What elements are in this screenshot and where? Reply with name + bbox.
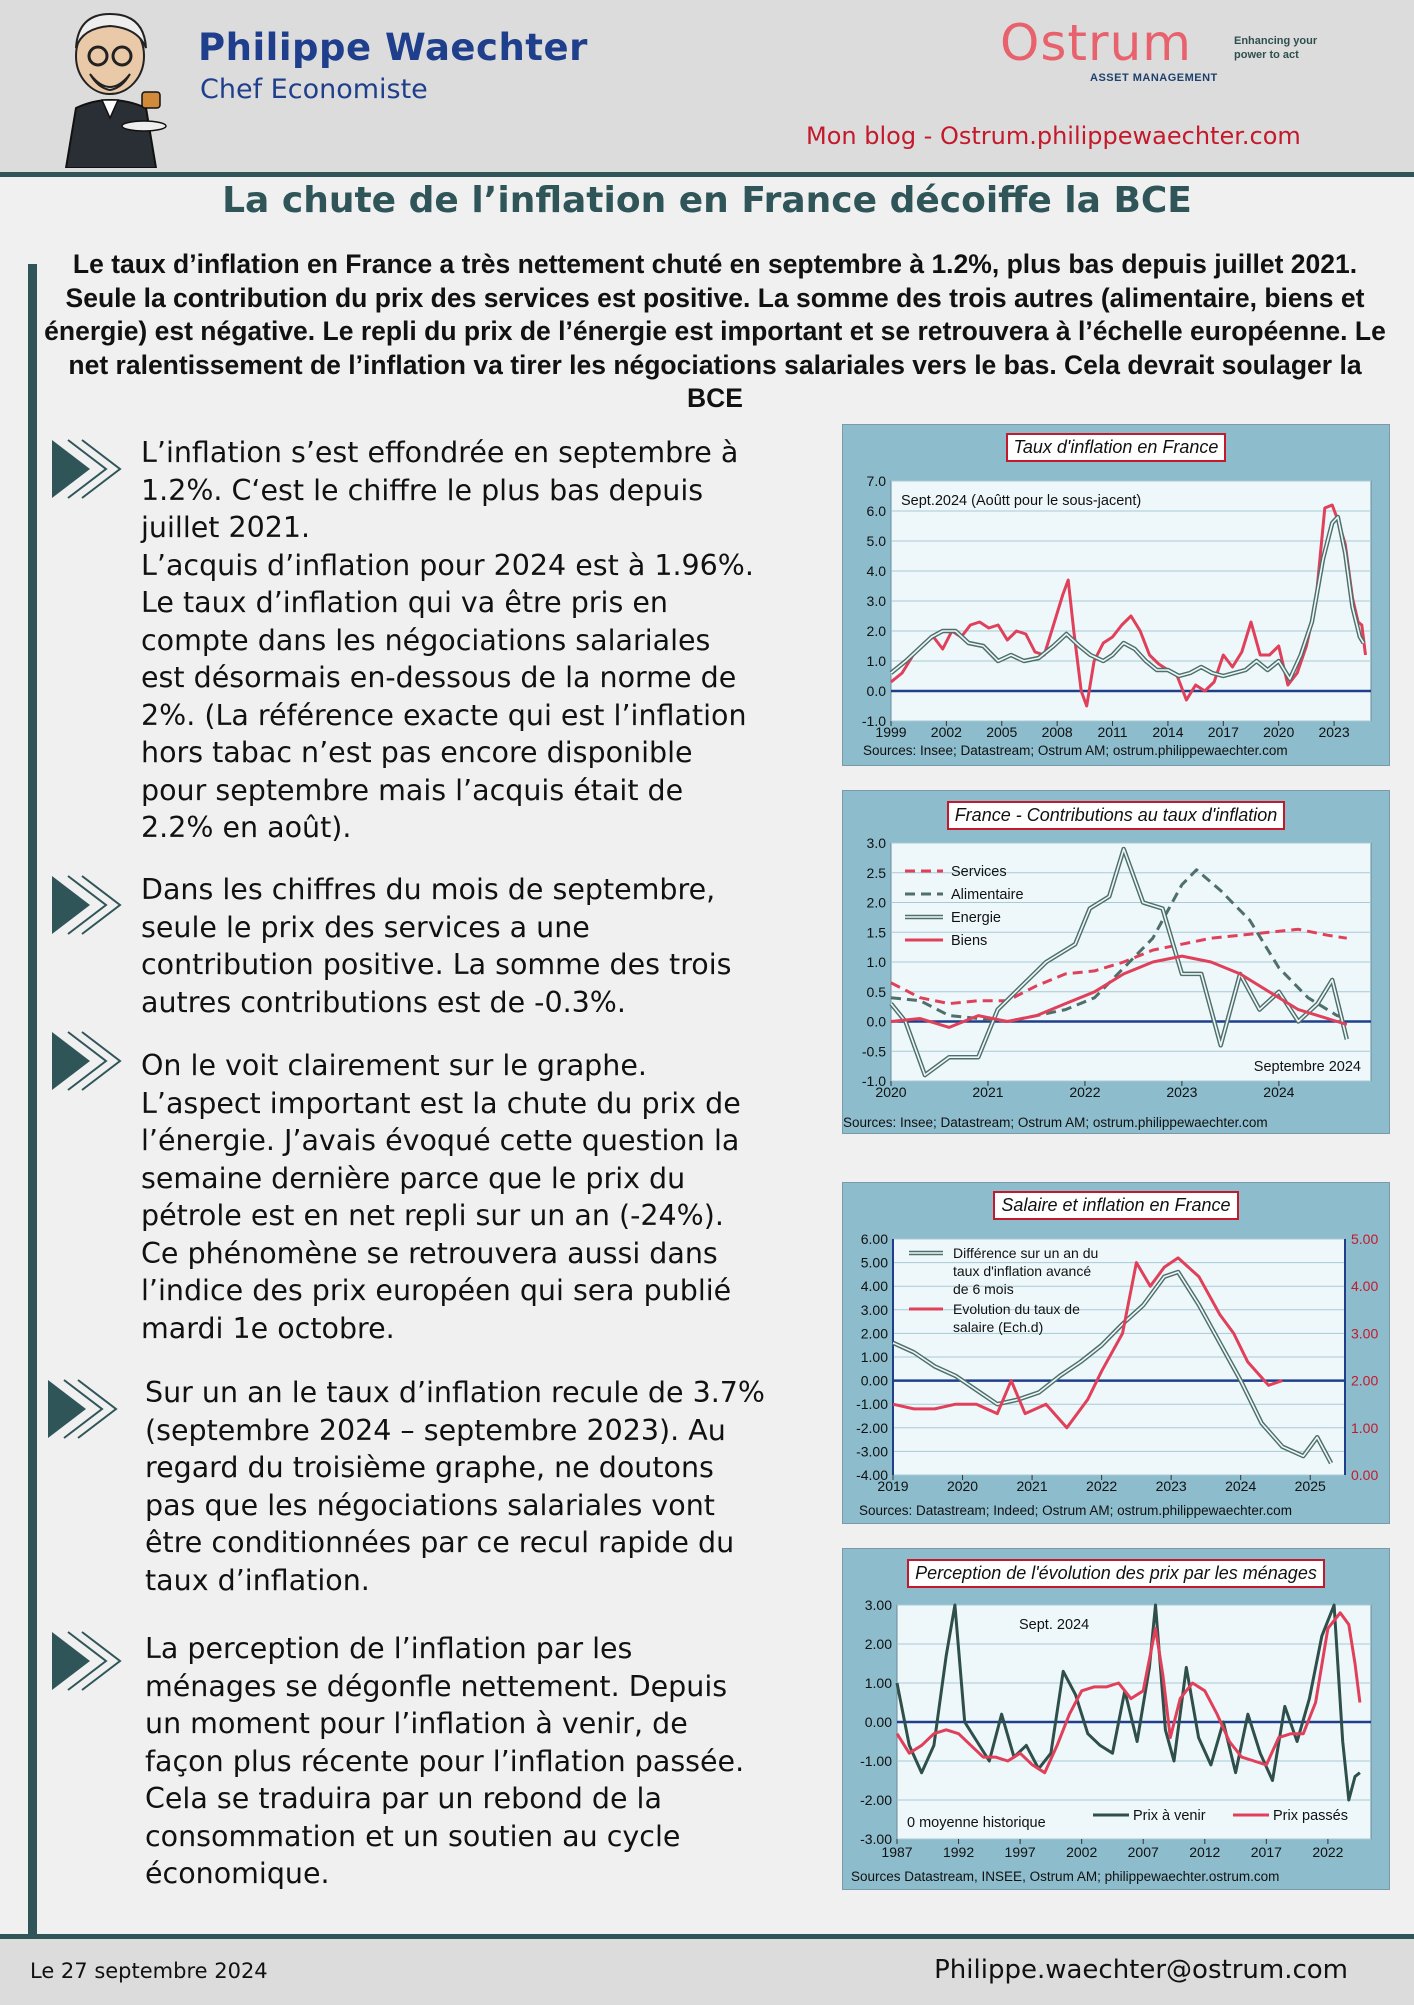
chart-title: Salaire et inflation en France	[993, 1191, 1238, 1220]
x-tick-label: 2023	[1166, 1084, 1198, 1100]
author-avatar	[58, 8, 188, 168]
paragraph-4: Sur un an le taux d’inflation recule de 3.7% (septembre 2024 – septembre 2023). Au regard du troisième graphe, ne doutons pas que les négociations salariales vont être conditionnées par ce recul rapide du taux d’inflation.	[145, 1376, 766, 1597]
y-tick-label: -1.0	[861, 713, 886, 729]
y-tick-label: 0.5	[866, 983, 886, 1000]
x-tick-label: 2022	[1069, 1084, 1101, 1100]
x-tick-label: 1992	[942, 1844, 975, 1860]
y-tick-label: 1.00	[864, 1675, 892, 1691]
side-accent-bar	[28, 264, 37, 1944]
y2-tick-label: 2.00	[1351, 1372, 1379, 1389]
y-tick-label: 2.00	[864, 1636, 892, 1652]
y-tick-label: -2.00	[860, 1792, 892, 1808]
x-tick-label: 2021	[1016, 1478, 1048, 1494]
chart-annotation: Sept. 2024	[1019, 1617, 1090, 1633]
y-tick-label: 1.0	[866, 954, 886, 970]
x-tick-label: 2025	[1294, 1478, 1326, 1494]
arrow-icon	[50, 1630, 122, 1692]
chart-source: Sources: Insee; Datastream; Ostrum AM; ostrum.philippewaechter.com	[843, 1115, 1268, 1130]
x-tick-label: 2020	[875, 1084, 907, 1100]
paragraph-5: La perception de l’inflation par les ménages se dégonfle nettement. Depuis un moment pour l’inflation à venir, de façon plus récente pour l’inflation passée. Cela se traduira par un rebond de la consommation et un soutien au cycle économique.	[145, 1632, 745, 1890]
contact-email[interactable]: Philippe.waechter@ostrum.com	[934, 1955, 1348, 1985]
author-role: Chef Economiste	[200, 74, 428, 105]
x-tick-label: 2021	[972, 1084, 1004, 1100]
chart-source: Sources Datastream, INSEE, Ostrum AM; philippewaechter.ostrum.com	[851, 1869, 1280, 1884]
chart-title: France - Contributions au taux d'inflation	[947, 801, 1286, 830]
y-tick-label: -1.00	[860, 1753, 892, 1769]
y-tick-label: 4.0	[866, 563, 886, 579]
page-footer	[0, 1934, 1414, 2005]
chart-annotation: Septembre 2024	[1253, 1059, 1361, 1075]
y-tick-label: -3.00	[856, 1443, 888, 1460]
y-tick-label: 2.00	[860, 1325, 888, 1342]
summary-text: Le taux d’inflation en France a très nettement chuté en septembre à 1.2%, plus bas depuis juillet 2021. Seule la contribution du prix des services est positive. La somme des trois autres (alimentaire, biens et énergie) est négative. Le repli du prix de l’énergie est important et se retrouvera à l’échelle européenne. Le net ralentissement de l’inflation va tirer les négociations salariales vers le bas. Cela devrait soulager la BCE	[44, 249, 1386, 413]
y-tick-label: 3.00	[860, 1301, 888, 1318]
paragraph-1: L’inflation s’est effondrée en septembre à 1.2%. C‘est le chiffre le plus bas depuis juillet 2021. L’acquis d’inflation pour 2024 est à 1.96%. Le taux d’inflation qui va être pris en compte dans les négociations salariales est désormais en-dessous de la norme de 2%. (La référence exacte qui est l’inflation hors tabac n’est pas encore disponible pour septembre mais l’acquis était de 2.2% en août).	[141, 436, 754, 844]
y-tick-label: 3.0	[866, 835, 886, 851]
brand-subtitle: ASSET MANAGEMENT	[1090, 72, 1218, 84]
y-tick-label: 3.0	[866, 593, 886, 609]
y-tick-label: 2.0	[866, 623, 886, 639]
x-tick-label: 2022	[1086, 1478, 1118, 1494]
y-tick-label: 2.5	[866, 864, 886, 881]
x-tick-label: 2014	[1152, 724, 1184, 740]
chart-title: Perception de l'évolution des prix par les ménages	[907, 1559, 1325, 1588]
legend-label: taux d'inflation avancé	[953, 1263, 1092, 1279]
legend-label: Biens	[951, 933, 988, 949]
arrow-icon	[50, 874, 122, 936]
x-tick-label: 2022	[1312, 1844, 1344, 1860]
y-tick-label: 6.0	[866, 503, 886, 519]
y-tick-label: -1.0	[861, 1073, 886, 1089]
x-tick-label: 2024	[1225, 1478, 1257, 1494]
chart-plot	[843, 791, 1389, 1133]
y2-tick-label: 3.00	[1351, 1325, 1379, 1342]
legend-label: Services	[951, 864, 1007, 880]
y-tick-label: 5.00	[860, 1254, 888, 1271]
chart-source: Sources: Datastream; Indeed; Ostrum AM; ostrum.philippewaechter.com	[859, 1503, 1292, 1518]
y2-tick-label: 5.00	[1351, 1231, 1379, 1247]
chart-salaire-inflation	[842, 1182, 1390, 1524]
y-tick-label: -1.00	[856, 1396, 888, 1413]
y-tick-label: -4.00	[856, 1467, 888, 1483]
paragraph-2: Dans les chiffres du mois de septembre, seule le prix des services a une contribution positive. La somme des trois autres contributions est de -0.3%.	[141, 873, 732, 1019]
chart-perception-prix	[842, 1548, 1390, 1890]
legend-label: de 6 mois	[953, 1281, 1014, 1297]
y2-tick-label: 4.00	[1351, 1278, 1379, 1295]
y-tick-label: 1.00	[860, 1349, 888, 1365]
y-tick-label: 6.00	[860, 1231, 888, 1247]
y-tick-label: 1.5	[866, 924, 886, 941]
chart-contributions	[842, 790, 1390, 1134]
y2-tick-label: 0.00	[1351, 1467, 1379, 1483]
x-tick-label: 2007	[1127, 1844, 1159, 1860]
chart-inflation-france	[842, 424, 1390, 766]
y-tick-label: -0.5	[861, 1043, 886, 1060]
x-tick-label: 2023	[1318, 724, 1350, 740]
x-tick-label: 2002	[930, 724, 962, 740]
y-tick-label: 0.00	[860, 1372, 888, 1389]
y-tick-label: 5.0	[866, 533, 886, 549]
y2-tick-label: 1.00	[1351, 1419, 1379, 1436]
page-header	[0, 0, 1414, 177]
y-tick-label: 0.0	[866, 1013, 886, 1030]
y-tick-label: -3.00	[860, 1831, 892, 1847]
chart-plot	[843, 425, 1389, 765]
x-tick-label: 1997	[1004, 1844, 1036, 1860]
arrow-icon	[50, 438, 122, 500]
y-tick-label: 7.0	[866, 473, 886, 489]
paragraph-3: On le voit clairement sur le graphe. L’aspect important est la chute du prix de l’énergie. J’avais évoqué cette question la semaine dernière parce que le prix du pétrole est en net repli sur un an (-24%). Ce phénomène se retrouvera aussi dans l’indice des prix européen qui sera publié mardi 1e octobre.	[141, 1049, 741, 1345]
page-title: La chute de l’inflation en France décoiffe la BCE	[222, 180, 1192, 221]
x-tick-label: 2011	[1097, 724, 1128, 740]
legend-label: Alimentaire	[951, 887, 1024, 903]
legend-label: Prix passés	[1273, 1808, 1348, 1824]
x-tick-label: 1999	[875, 724, 907, 740]
x-tick-label: 2017	[1250, 1844, 1282, 1860]
chart-annotation: Sept.2024 (Aoûtt pour le sous-jacent)	[901, 493, 1142, 509]
chart-plot	[843, 1549, 1389, 1889]
chart-plot	[843, 1183, 1389, 1523]
y-tick-label: 1.0	[866, 653, 886, 669]
x-tick-label: 2005	[986, 724, 1018, 740]
x-tick-label: 1987	[881, 1844, 913, 1860]
x-tick-label: 2019	[877, 1478, 909, 1494]
y-tick-label: 0.00	[864, 1714, 892, 1730]
legend-label: Prix à venir	[1133, 1808, 1206, 1824]
chart-title: Taux d'inflation en France	[1006, 433, 1227, 462]
chart-annotation: 0 moyenne historique	[907, 1815, 1046, 1831]
y-tick-label: 2.0	[866, 894, 886, 911]
legend-label: Evolution du taux de	[953, 1301, 1080, 1317]
chart-source: Sources: Insee; Datastream; Ostrum AM; ostrum.philippewaechter.com	[863, 743, 1288, 758]
x-tick-label: 2020	[946, 1478, 979, 1494]
blog-link[interactable]: Mon blog - Ostrum.philippewaechter.com	[806, 122, 1301, 150]
publication-date: Le 27 septembre 2024	[30, 1959, 268, 1983]
y-tick-label: 3.00	[864, 1597, 892, 1613]
x-tick-label: 2017	[1207, 724, 1239, 740]
x-tick-label: 2020	[1263, 724, 1295, 740]
x-tick-label: 2023	[1155, 1478, 1187, 1494]
arrow-icon	[50, 1030, 122, 1092]
x-tick-label: 2024	[1263, 1084, 1295, 1100]
y-tick-label: 0.0	[866, 683, 886, 699]
brand-tagline: Enhancing your power to act	[1234, 35, 1318, 61]
x-tick-label: 2008	[1041, 724, 1073, 740]
y-tick-label: 4.00	[860, 1278, 888, 1295]
x-tick-label: 2002	[1066, 1844, 1098, 1860]
legend-label: Différence sur un an du	[953, 1245, 1099, 1261]
legend-label: salaire (Ech.d)	[953, 1319, 1044, 1335]
author-name: Philippe Waechter	[198, 26, 588, 69]
legend-label: Energie	[951, 910, 1001, 926]
brand-logo: Ostrum	[1000, 14, 1192, 72]
arrow-icon	[46, 1378, 118, 1440]
x-tick-label: 2012	[1189, 1844, 1221, 1860]
y-tick-label: -2.00	[856, 1419, 888, 1436]
